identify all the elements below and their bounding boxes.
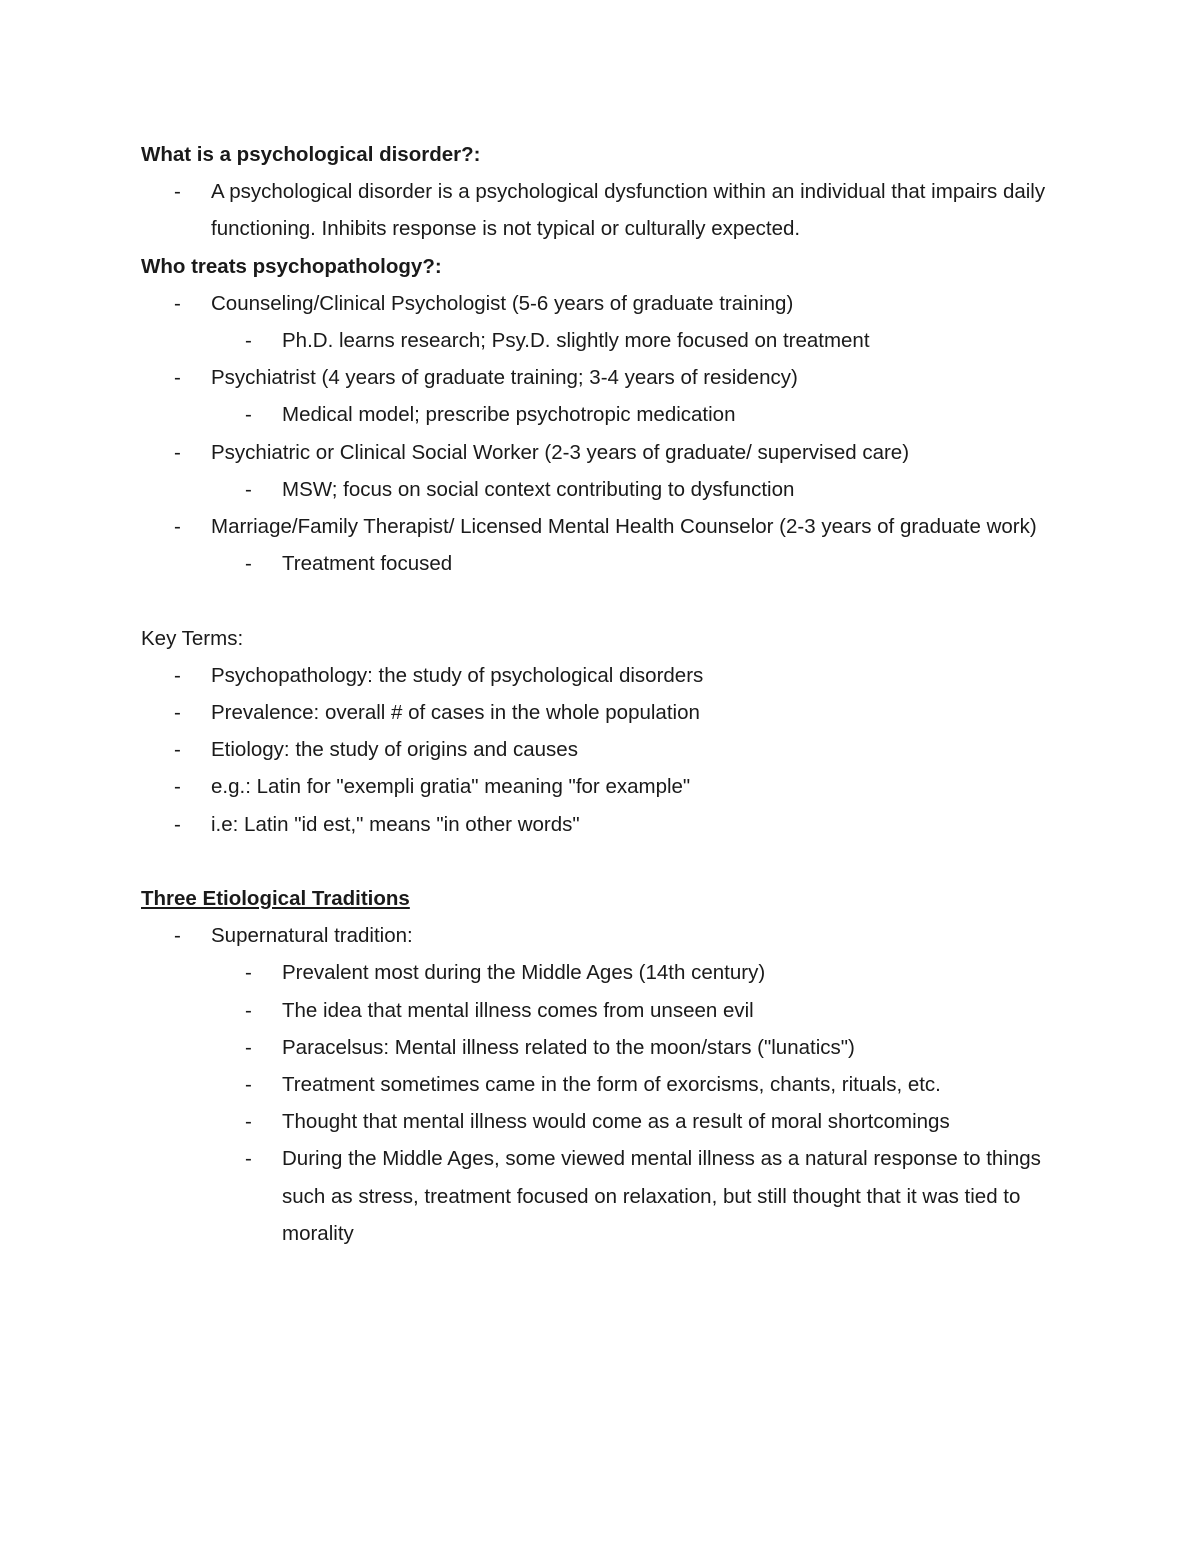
sub-list-item-text: Prevalent most during the Middle Ages (14th century) <box>282 961 766 985</box>
list-item-text: Psychiatrist (4 years of graduate training; 3-4 years of residency) <box>211 366 798 390</box>
bullet-dash: - <box>245 1110 252 1134</box>
list-item-text: e.g.: Latin for "exempli gratia" meaning "for example" <box>211 775 691 799</box>
sub-list-item-text: Thought that mental illness would come as a result of moral shortcomings <box>282 1110 950 1134</box>
bullet-dash: - <box>174 366 181 390</box>
list-item-text: Prevalence: overall # of cases in the whole population <box>211 701 700 725</box>
section-heading-what-is-disorder: What is a psychological disorder?: <box>141 143 481 166</box>
bullet-dash: - <box>174 738 181 762</box>
sub-list-item-text: Paracelsus: Mental illness related to the moon/stars ("lunatics") <box>282 1035 855 1059</box>
list-item <box>141 694 1081 731</box>
bullet-dash: - <box>174 440 181 464</box>
sub-list-item <box>141 1066 1081 1103</box>
bullet-dash: - <box>245 477 252 501</box>
bullet-dash: - <box>174 924 181 948</box>
sub-list-item-text: The idea that mental illness comes from unseen evil <box>282 998 754 1022</box>
list-item <box>141 173 1081 247</box>
list-item <box>141 434 1081 471</box>
list-item <box>141 285 1081 322</box>
list-item-text: Marriage/Family Therapist/ Licensed Mental Health Counselor (2-3 years of graduate work) <box>211 515 1037 539</box>
bullet-dash: - <box>245 329 252 353</box>
list-item <box>141 917 1081 954</box>
list-item-text: A psychological disorder is a psychological dysfunction within an individual that impairs daily functioning. Inhibits response is not typical or culturally expected. <box>211 180 1046 241</box>
bullet-dash: - <box>245 1035 252 1059</box>
list-item-text: i.e: Latin "id est," means "in other words" <box>211 812 580 836</box>
bullet-dash: - <box>245 403 252 427</box>
list-item-text: Counseling/Clinical Psychologist (5-6 years of graduate training) <box>211 291 794 315</box>
list-item-text: Psychiatric or Clinical Social Worker (2-3 years of graduate/ supervised care) <box>211 440 910 464</box>
bullet-dash: - <box>174 812 181 836</box>
section-heading-traditions: Three Etiological Traditions <box>141 887 410 911</box>
bullet-dash: - <box>245 998 252 1022</box>
blank-line <box>141 582 1081 619</box>
bullet-dash: - <box>245 1073 252 1097</box>
sub-list-item <box>141 471 1081 508</box>
list-item-text: Psychopathology: the study of psychological disorders <box>211 663 704 687</box>
list-item <box>141 508 1081 545</box>
section-heading-key-terms: Key Terms: <box>141 626 244 650</box>
bullet-dash: - <box>245 552 252 576</box>
list-item <box>141 359 1081 396</box>
list-item <box>141 806 1081 843</box>
sub-list-item-text: During the Middle Ages, some viewed mental illness as a natural response to things such as stress, treatment focused on relaxation, but still thought that it was tied to morality <box>282 1147 1041 1245</box>
bullet-dash: - <box>174 701 181 725</box>
sub-list-item-text: Medical model; prescribe psychotropic medication <box>282 403 736 427</box>
section-heading-who-treats: Who treats psychopathology?: <box>141 254 442 278</box>
list-item-text: Etiology: the study of origins and causes <box>211 738 578 762</box>
sub-list-item <box>141 1103 1081 1140</box>
document-content <box>141 136 1081 1252</box>
bullet-dash: - <box>174 291 181 315</box>
sub-list-item-text: MSW; focus on social context contributing to dysfunction <box>282 477 795 501</box>
list-item <box>141 731 1081 768</box>
list-item-text: Supernatural tradition: <box>211 924 413 948</box>
sub-list-item-text: Treatment sometimes came in the form of exorcisms, chants, rituals, etc. <box>282 1073 941 1097</box>
bullet-dash: - <box>174 775 181 799</box>
bullet-dash: - <box>174 515 181 539</box>
list-item <box>141 768 1081 805</box>
sub-list-item <box>141 1029 1081 1066</box>
sub-list-item <box>141 545 1081 582</box>
sub-list-item-text: Ph.D. learns research; Psy.D. slightly more focused on treatment <box>282 329 870 353</box>
sub-list-item-text: Treatment focused <box>282 552 453 576</box>
blank-line <box>141 843 1081 880</box>
list-item <box>141 657 1081 694</box>
bullet-dash: - <box>174 663 181 687</box>
bullet-dash: - <box>245 1147 252 1171</box>
sub-list-item <box>141 954 1081 991</box>
sub-list-item <box>141 322 1081 359</box>
sub-list-item <box>141 992 1081 1029</box>
bullet-dash: - <box>174 180 181 204</box>
sub-list-item <box>141 396 1081 433</box>
sub-list-item <box>141 1140 1081 1252</box>
bullet-dash: - <box>245 961 252 985</box>
